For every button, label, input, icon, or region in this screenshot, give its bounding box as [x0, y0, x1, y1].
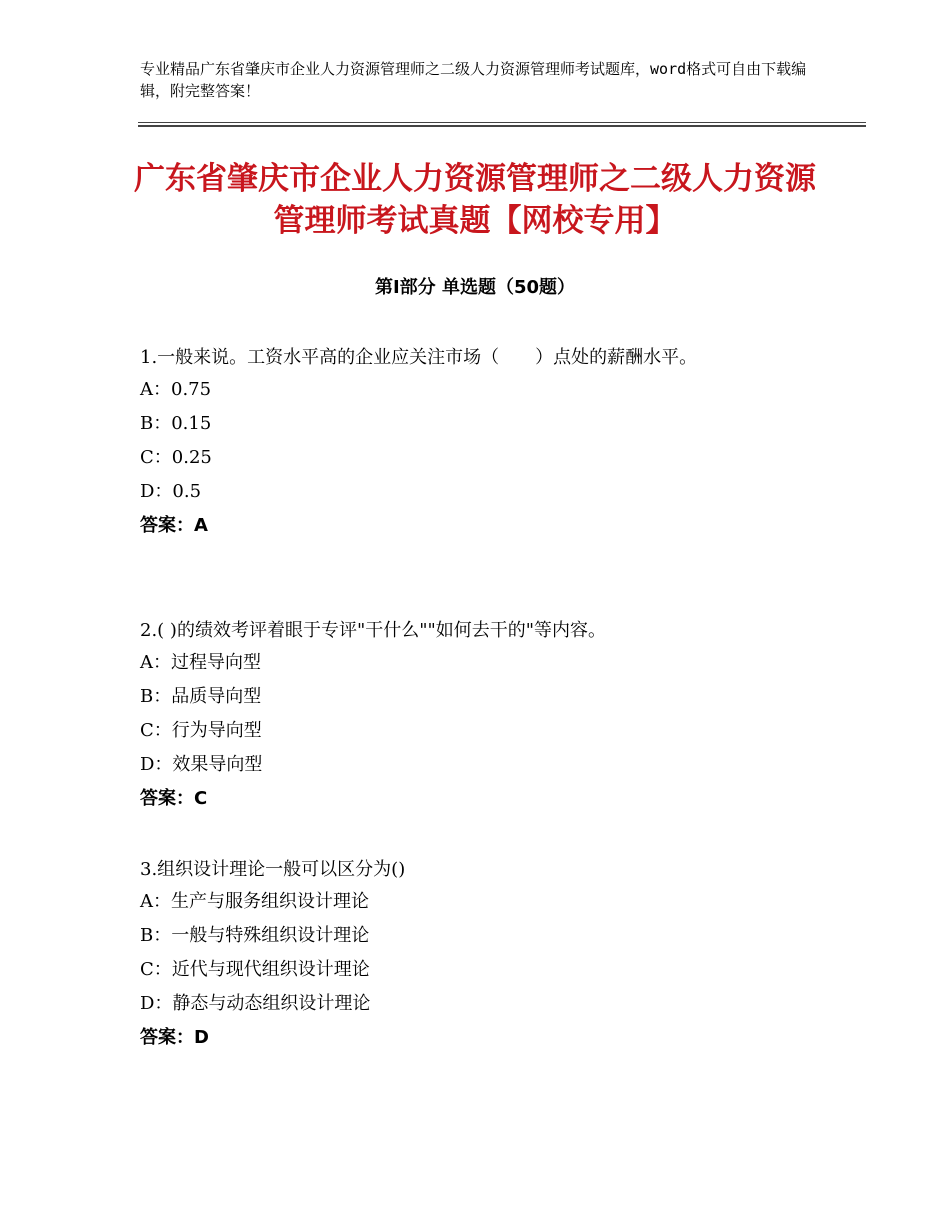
question-2 [140, 616, 800, 816]
header-note: 专业精品广东省肇庆市企业人力资源管理师之二级人力资源管理师考试题库，word格式可自由下载编辑，附完整答案！ [140, 60, 807, 100]
option-c: C：0.25 [140, 447, 212, 468]
option-b: B：0.15 [140, 413, 212, 434]
option-d: D：效果导向型 [140, 754, 263, 775]
section-title: 第Ⅰ部分 单选题（50题） [374, 277, 575, 298]
document-title: 广东省肇庆市企业人力资源管理师之二级人力资源管理师考试真题【网校专用】 [134, 161, 816, 239]
option-a: A：过程导向型 [140, 652, 261, 673]
option-c: C：近代与现代组织设计理论 [140, 959, 370, 980]
answer: 答案：A [140, 515, 208, 536]
option-c: C：行为导向型 [140, 720, 262, 741]
option-d: D：0.5 [140, 481, 202, 502]
question-text: 1.一般来说。工资水平高的企业应关注市场（ ）点处的薪酬水平。 [140, 347, 698, 368]
option-d: D：静态与动态组织设计理论 [140, 993, 371, 1014]
question-3 [140, 855, 800, 1055]
header-divider-thick [138, 125, 866, 127]
option-a: A：生产与服务组织设计理论 [140, 891, 369, 912]
question-1 [140, 343, 800, 543]
answer: 答案：C [140, 788, 208, 809]
question-text: 3.组织设计理论一般可以区分为() [140, 859, 406, 880]
answer: 答案：D [140, 1027, 209, 1048]
option-a: A：0.75 [140, 379, 212, 400]
header-divider-thin [138, 122, 866, 123]
option-b: B：品质导向型 [140, 686, 262, 707]
option-b: B：一般与特殊组织设计理论 [140, 925, 370, 946]
question-text: 2.( )的绩效考评着眼于专评"干什么""如何去干的"等内容。 [140, 620, 607, 641]
